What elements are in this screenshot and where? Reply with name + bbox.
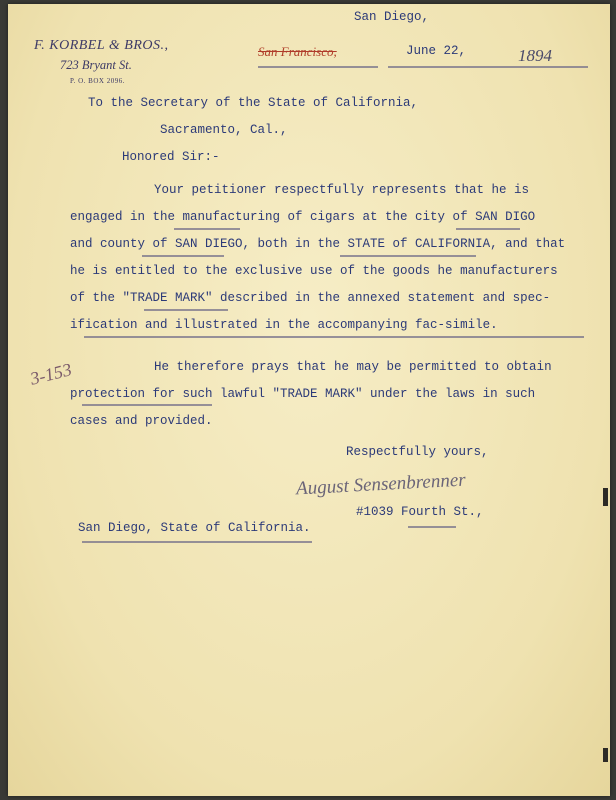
letterhead-street: 723 Bryant St. — [60, 58, 132, 72]
body-line: of the "TRADE MARK" described in the annexed statement and spec- — [70, 291, 551, 305]
pencil-underline — [82, 404, 212, 406]
dateline-date: June 22, — [406, 44, 467, 58]
address-line-1: To the Secretary of the State of California, — [88, 96, 419, 110]
body-line: engaged in the manufacturing of cigars at the city of SAN DIGO — [70, 210, 536, 224]
address-line-2: Sacramento, Cal., — [160, 123, 288, 137]
pencil-underline — [144, 309, 228, 311]
letterhead-company: F. KORBEL & BROS., — [34, 38, 169, 53]
signer-place: San Diego, State of California. — [78, 521, 311, 535]
dateline-year: 1894 — [518, 46, 552, 65]
signer-address: #1039 Fourth St., — [356, 505, 484, 519]
body-line: he is entitled to the exclusive use of the goods he manufacturers — [70, 264, 558, 278]
pencil-underline — [82, 541, 312, 543]
body-line: and county of SAN DIEGO, both in the STATE of CALIFORNIA, and that — [70, 237, 566, 251]
dateline-city-struck: San Francisco, — [258, 44, 337, 59]
valediction: Respectfully yours, — [346, 445, 489, 459]
pencil-underline — [174, 228, 240, 230]
dateline-underline — [258, 66, 378, 68]
pencil-underline — [456, 228, 520, 230]
signature: August Sensenbrenner — [295, 469, 467, 500]
salutation: Honored Sir:- — [122, 150, 220, 164]
body-line: ification and illustrated in the accompanying fac-simile. — [70, 318, 498, 332]
pencil-underline — [84, 336, 584, 338]
pencil-underline — [142, 255, 224, 257]
letterhead-pobox: P. O. BOX 2096. — [70, 77, 125, 85]
page-edge-mark — [603, 748, 608, 762]
dateline-underline-2 — [388, 66, 588, 68]
letter-page — [8, 4, 610, 796]
body-line: protection for such lawful "TRADE MARK" under the laws in such — [70, 387, 536, 401]
pencil-underline — [408, 526, 456, 528]
body-line: Your petitioner respectfully represents that he is — [154, 183, 530, 197]
dateline-city: San Diego, — [354, 10, 430, 24]
body-line: He therefore prays that he may be permitted to obtain — [154, 360, 552, 374]
pencil-underline — [340, 255, 476, 257]
body-line: cases and provided. — [70, 414, 213, 428]
page-edge-mark — [603, 488, 608, 506]
margin-note: 3-153 — [28, 359, 74, 389]
